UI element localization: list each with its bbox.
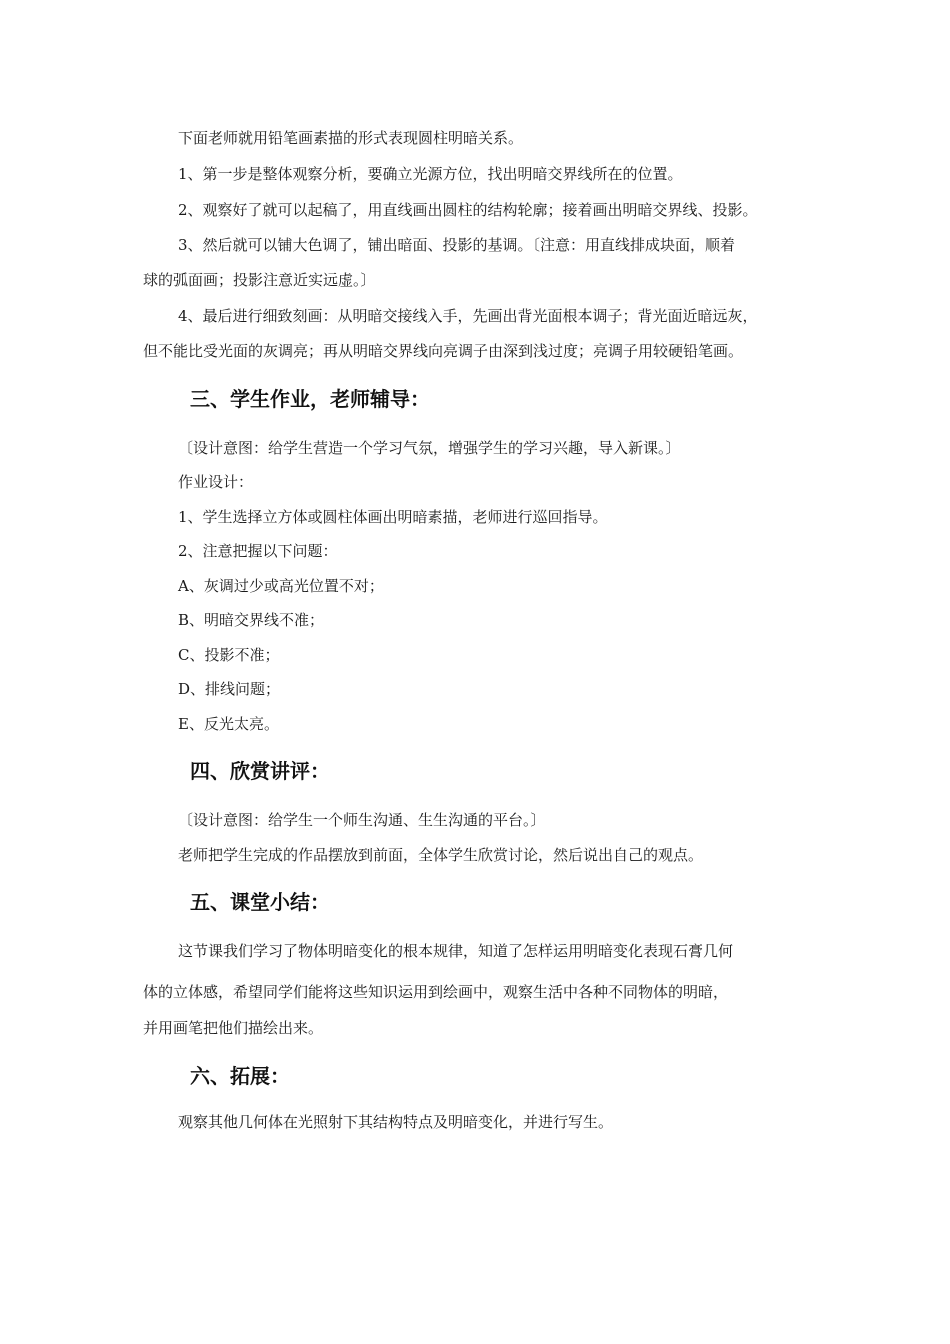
step-4: 4、最后进行细致刻画：从明暗交接线入手，先画出背光面根本调子；背光面近暗远灰， [178,307,758,325]
section-3-heading: 三、学生作业，老师辅导： [190,387,430,411]
step-3-continued: 球的弧面画；投影注意近实远虚。〕 [143,271,376,289]
section-5-heading: 五、课堂小结： [190,890,330,914]
section-4-intent: 〔设计意图：给学生一个师生沟通、生生沟通的平台。〕 [178,811,546,829]
section-6-heading: 六、拓展： [190,1064,290,1088]
section-3-intent: 〔设计意图：给学生营造一个学习气氛，增强学生的学习兴趣，导入新课。〕 [178,439,681,457]
homework-item-2: 2、注意把握以下问题： [178,542,338,560]
problem-c: C、投影不准； [178,646,280,664]
step-3: 3、然后就可以铺大色调了，铺出暗面、投影的基调。〔注意：用直线排成块面，顺着 [178,236,736,254]
problem-d: D、排线问题； [178,680,281,698]
summary-line-3: 并用画笔把他们描绘出来。 [143,1019,324,1037]
homework-design-label: 作业设计： [178,473,254,491]
summary-line-1: 这节课我们学习了物体明暗变化的根本规律，知道了怎样运用明暗变化表现石膏几何 [178,942,734,960]
step-2: 2、观察好了就可以起稿了，用直线画出圆柱的结构轮廓；接着画出明暗交界线、投影。 [178,201,758,219]
homework-item-1: 1、学生选择立方体或圆柱体画出明暗素描，老师进行巡回指导。 [178,508,608,526]
summary-line-2: 体的立体感，希望同学们能将这些知识运用到绘画中，观察生活中各种不同物体的明暗， [143,983,729,1001]
section-4-text: 老师把学生完成的作品摆放到前面，全体学生欣赏讨论，然后说出自己的观点。 [178,846,704,864]
section-4-heading: 四、欣赏讲评： [190,759,330,783]
step-1: 1、第一步是整体观察分析，要确立光源方位，找出明暗交界线所在的位置。 [178,165,683,183]
problem-e: E、反光太亮。 [178,715,279,733]
problem-a: A、灰调过少或高光位置不对； [178,577,384,595]
intro-line: 下面老师就用铅笔画素描的形式表现圆柱明暗关系。 [178,129,524,147]
step-4-continued: 但不能比受光面的灰调亮；再从明暗交界线向亮调子由深到浅过度；亮调子用较硬铅笔画。 [143,342,744,360]
section-6-text: 观察其他几何体在光照射下其结构特点及明暗变化，并进行写生。 [178,1113,614,1131]
problem-b: B、明暗交界线不准； [178,611,325,629]
